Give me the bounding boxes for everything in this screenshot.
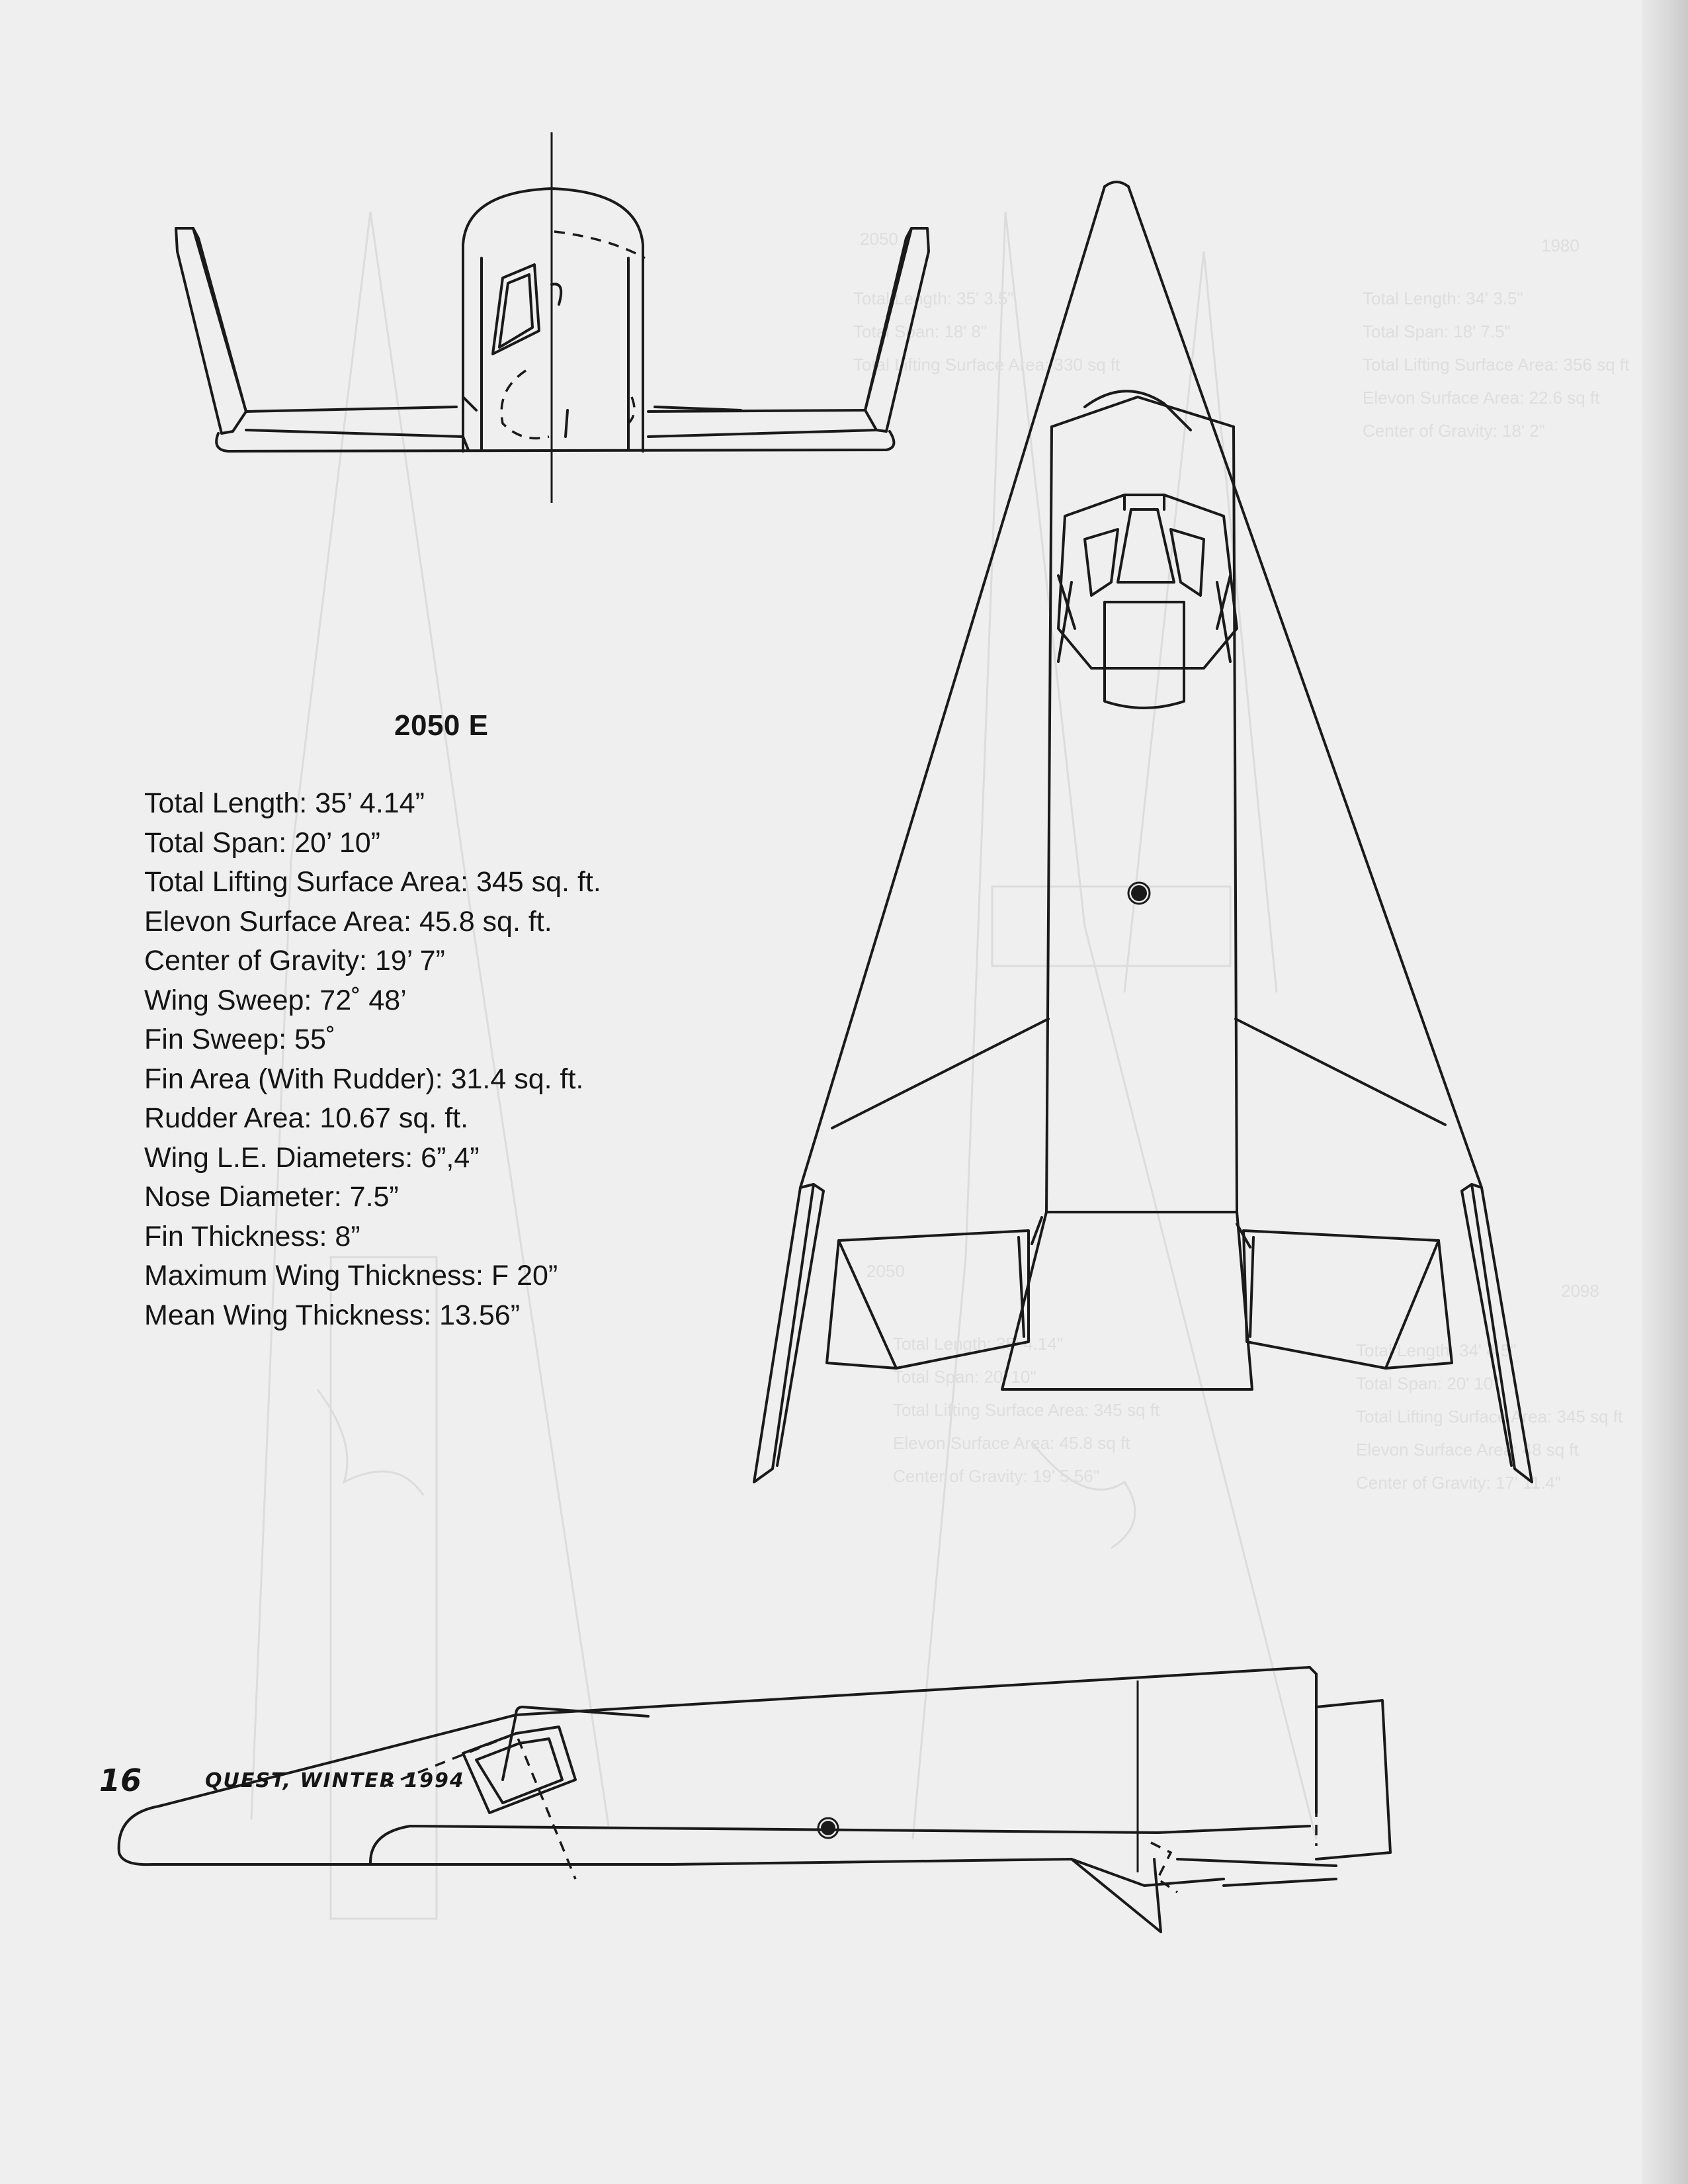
spec-elevon-surface-area: Elevon Surface Area: 45.8 sq. ft.: [144, 905, 552, 938]
svg-text:2050: 2050: [866, 1261, 905, 1281]
svg-text:Elevon Surface Area: 45.8 sq f: Elevon Surface Area: 45.8 sq ft: [893, 1433, 1130, 1453]
svg-text:Total Lifting Surface Area: 34: Total Lifting Surface Area: 345 sq ft: [1356, 1407, 1623, 1426]
spec-lifting-surface-area: Total Lifting Surface Area: 345 sq. ft.: [144, 866, 601, 898]
svg-text:Center of Gravity: 19' 5.56": Center of Gravity: 19' 5.56": [893, 1466, 1099, 1486]
spec-fin-thickness: Fin Thickness: 8”: [144, 1220, 360, 1252]
svg-text:2098: 2098: [1561, 1281, 1599, 1301]
top-view-drawing: [754, 182, 1532, 1482]
front-view-drawing: [176, 132, 929, 503]
svg-text:Total Lifting Surface Area: 35: Total Lifting Surface Area: 356 sq ft: [1363, 355, 1630, 374]
svg-text:Total Span: 18' 8": Total Span: 18' 8": [853, 322, 988, 341]
model-title: 2050 E: [394, 709, 489, 742]
spec-wing-le-diameters: Wing L.E. Diameters: 6”,4”: [144, 1141, 480, 1174]
spec-fin-sweep: Fin Sweep: 55˚: [144, 1024, 336, 1055]
svg-text:Total Span: 20' 10": Total Span: 20' 10": [893, 1367, 1036, 1387]
journal-issue: QUEST, WINTER 1994: [205, 1769, 465, 1792]
svg-text:Total Length: 35' 4.14": Total Length: 35' 4.14": [893, 1334, 1064, 1354]
svg-text:1980: 1980: [1541, 236, 1580, 255]
svg-text:Center of Gravity: 17' 11.4": Center of Gravity: 17' 11.4": [1356, 1473, 1561, 1493]
spec-total-span: Total Span: 20’ 10”: [144, 826, 380, 859]
svg-text:Total Span: 18' 7.5": Total Span: 18' 7.5": [1363, 322, 1511, 341]
spec-fin-area: Fin Area (With Rudder): 31.4 sq. ft.: [144, 1063, 584, 1095]
spec-rudder-area: Rudder Area: 10.67 sq. ft.: [144, 1102, 469, 1134]
svg-text:Total Length: 34' 3.5": Total Length: 34' 3.5": [1363, 288, 1523, 308]
spec-wing-sweep: Wing Sweep: 72˚ 48’: [144, 984, 407, 1016]
page-number: 16: [99, 1763, 142, 1798]
svg-text:Total Lifting Surface Area: 34: Total Lifting Surface Area: 345 sq ft: [893, 1400, 1160, 1420]
svg-text:2050: 2050: [860, 229, 898, 249]
svg-text:Total Length: 35' 3.5": Total Length: 35' 3.5": [853, 288, 1014, 308]
svg-text:Center of Gravity: 18' 2": Center of Gravity: 18' 2": [1363, 421, 1545, 441]
svg-text:Total Lifting Surface Area: 33: Total Lifting Surface Area: 330 sq ft: [853, 355, 1120, 374]
side-view-drawing: [119, 1667, 1390, 1932]
svg-text:Elevon Surface Area: 48 sq ft: Elevon Surface Area: 48 sq ft: [1356, 1440, 1579, 1460]
spec-center-of-gravity: Center of Gravity: 19’ 7”: [144, 945, 445, 977]
spec-list: [144, 784, 601, 1335]
spec-mean-wing-thickness: Mean Wing Thickness: 13.56”: [144, 1299, 521, 1331]
spec-total-length: Total Length: 35’ 4.14”: [144, 787, 425, 819]
spec-nose-diameter: Nose Diameter: 7.5”: [144, 1181, 399, 1213]
svg-text:Total Span: 20' 10": Total Span: 20' 10": [1356, 1374, 1499, 1393]
svg-text:Total Length: 34' 4.5": Total Length: 34' 4.5": [1356, 1340, 1517, 1360]
spec-max-wing-thickness: Maximum Wing Thickness: F 20”: [144, 1260, 558, 1291]
svg-text:Elevon Surface Area: 22.6 sq f: Elevon Surface Area: 22.6 sq ft: [1363, 388, 1600, 408]
